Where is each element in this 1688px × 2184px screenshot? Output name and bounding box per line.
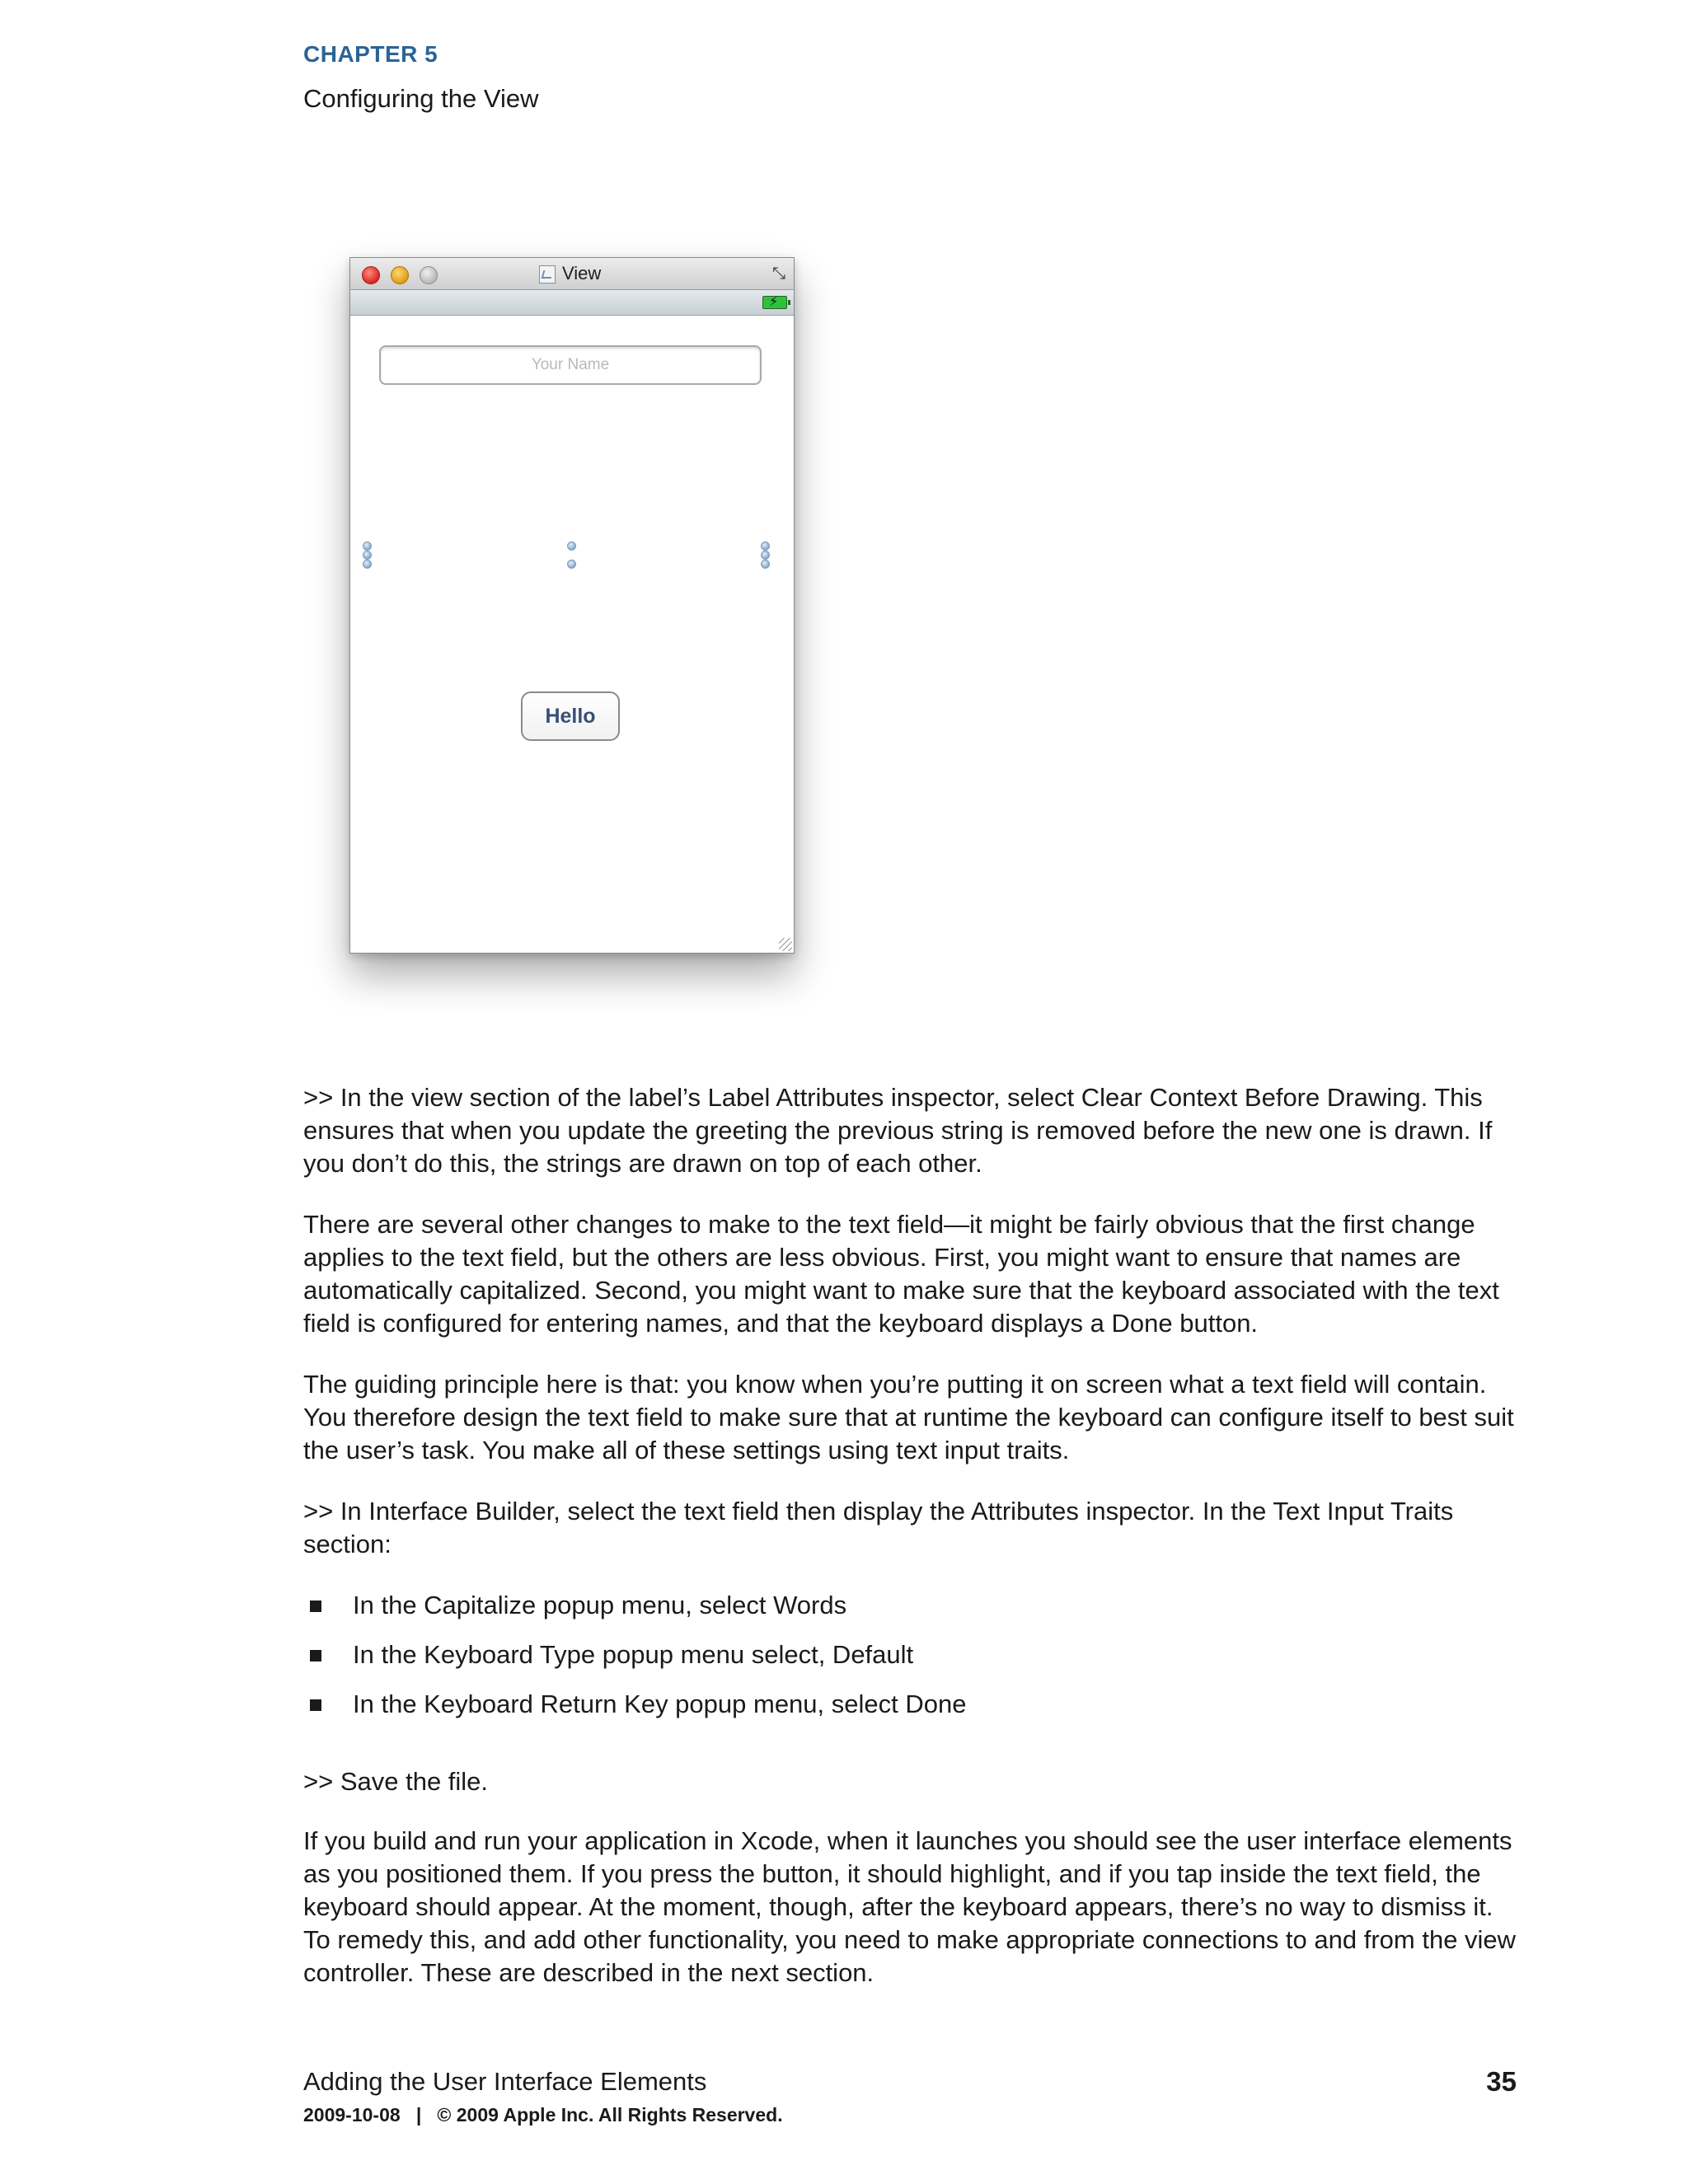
selection-handle bbox=[363, 541, 372, 551]
selection-handle bbox=[567, 560, 576, 569]
window-title: View bbox=[562, 263, 602, 284]
minimize-button-icon bbox=[391, 266, 409, 284]
collapse-icon: ⤡ bbox=[772, 265, 785, 283]
list-item-text: In the Keyboard Return Key popup menu, select Done bbox=[353, 1690, 967, 1718]
paragraph-build-and-run: If you build and run your application in Xcode, when it launches you should see the user interface elements as you positioned them. If you press the button, it should highlight, and if you tap inside the text field, the keyboard should appear. At the moment, though, after the keyboard appears, there’s no way to dismiss it. To remedy this, and add other functionality, you need to make appropriate connections to and from the view controller. These are described in the next section. bbox=[303, 1826, 1517, 1987]
document-icon bbox=[539, 265, 556, 284]
your-name-text-field: Your Name bbox=[379, 345, 762, 385]
window-titlebar bbox=[350, 258, 794, 290]
footer-copyright: 2009-10-08 | © 2009 Apple Inc. All Rights Reserved. bbox=[303, 2104, 783, 2125]
instruction-save-file: >> Save the file. bbox=[303, 1767, 489, 1796]
list-item-text: In the Keyboard Type popup menu select, Default bbox=[353, 1640, 914, 1669]
list-item-text: In the Capitalize popup menu, select Words bbox=[353, 1591, 847, 1619]
battery-icon: ⚡ bbox=[762, 296, 787, 309]
status-bar bbox=[350, 290, 794, 316]
close-button-icon bbox=[362, 266, 380, 284]
chapter-label: CHAPTER 5 bbox=[303, 41, 438, 67]
footer-section-title: Adding the User Interface Elements bbox=[303, 2067, 707, 2096]
chapter-title: Configuring the View bbox=[303, 84, 539, 113]
bullet-icon bbox=[310, 1699, 321, 1711]
selection-handle bbox=[761, 541, 770, 551]
bullet-icon bbox=[310, 1650, 321, 1661]
zoom-button-icon bbox=[420, 266, 438, 284]
selection-handle bbox=[567, 541, 576, 551]
resize-grip-icon bbox=[779, 938, 792, 951]
selection-handle bbox=[761, 560, 770, 569]
hello-button: Hello bbox=[521, 691, 620, 741]
view-window-screenshot bbox=[349, 257, 795, 954]
selection-handle bbox=[363, 560, 372, 569]
instruction-clear-context: >> In the view section of the label’s Label Attributes inspector, select Clear Context Before Drawing. This ensures that when you update the greeting the previous string is removed before the new one is drawn. If you don’t do this, the strings are drawn on top of each other. bbox=[303, 1083, 1493, 1178]
paragraph-text-field-changes: There are several other changes to make to the text field—it might be fairly obvious that the first change applies to the text field, but the others are less obvious. First, you might want to ensure that names are automatically capitalized. Second, you might want to make sure that the keyboard associated with the text field is configured for entering names, and that the keyboard displays a Done button. bbox=[303, 1210, 1499, 1338]
page-number: 35 bbox=[1486, 2066, 1517, 2097]
selection-handle bbox=[363, 551, 372, 560]
paragraph-guiding-principle: The guiding principle here is that: you know when you’re putting it on screen what a text field will contain. You therefore design the text field to make sure that at runtime the keyboard can configure itself to best suit the user’s task. You make all of these settings using text input traits. bbox=[303, 1370, 1514, 1465]
selection-handle bbox=[761, 551, 770, 560]
bullet-icon bbox=[310, 1601, 321, 1612]
instruction-attributes-inspector: >> In Interface Builder, select the text field then display the Attributes inspector. In the Text Input Traits section: bbox=[303, 1497, 1454, 1558]
